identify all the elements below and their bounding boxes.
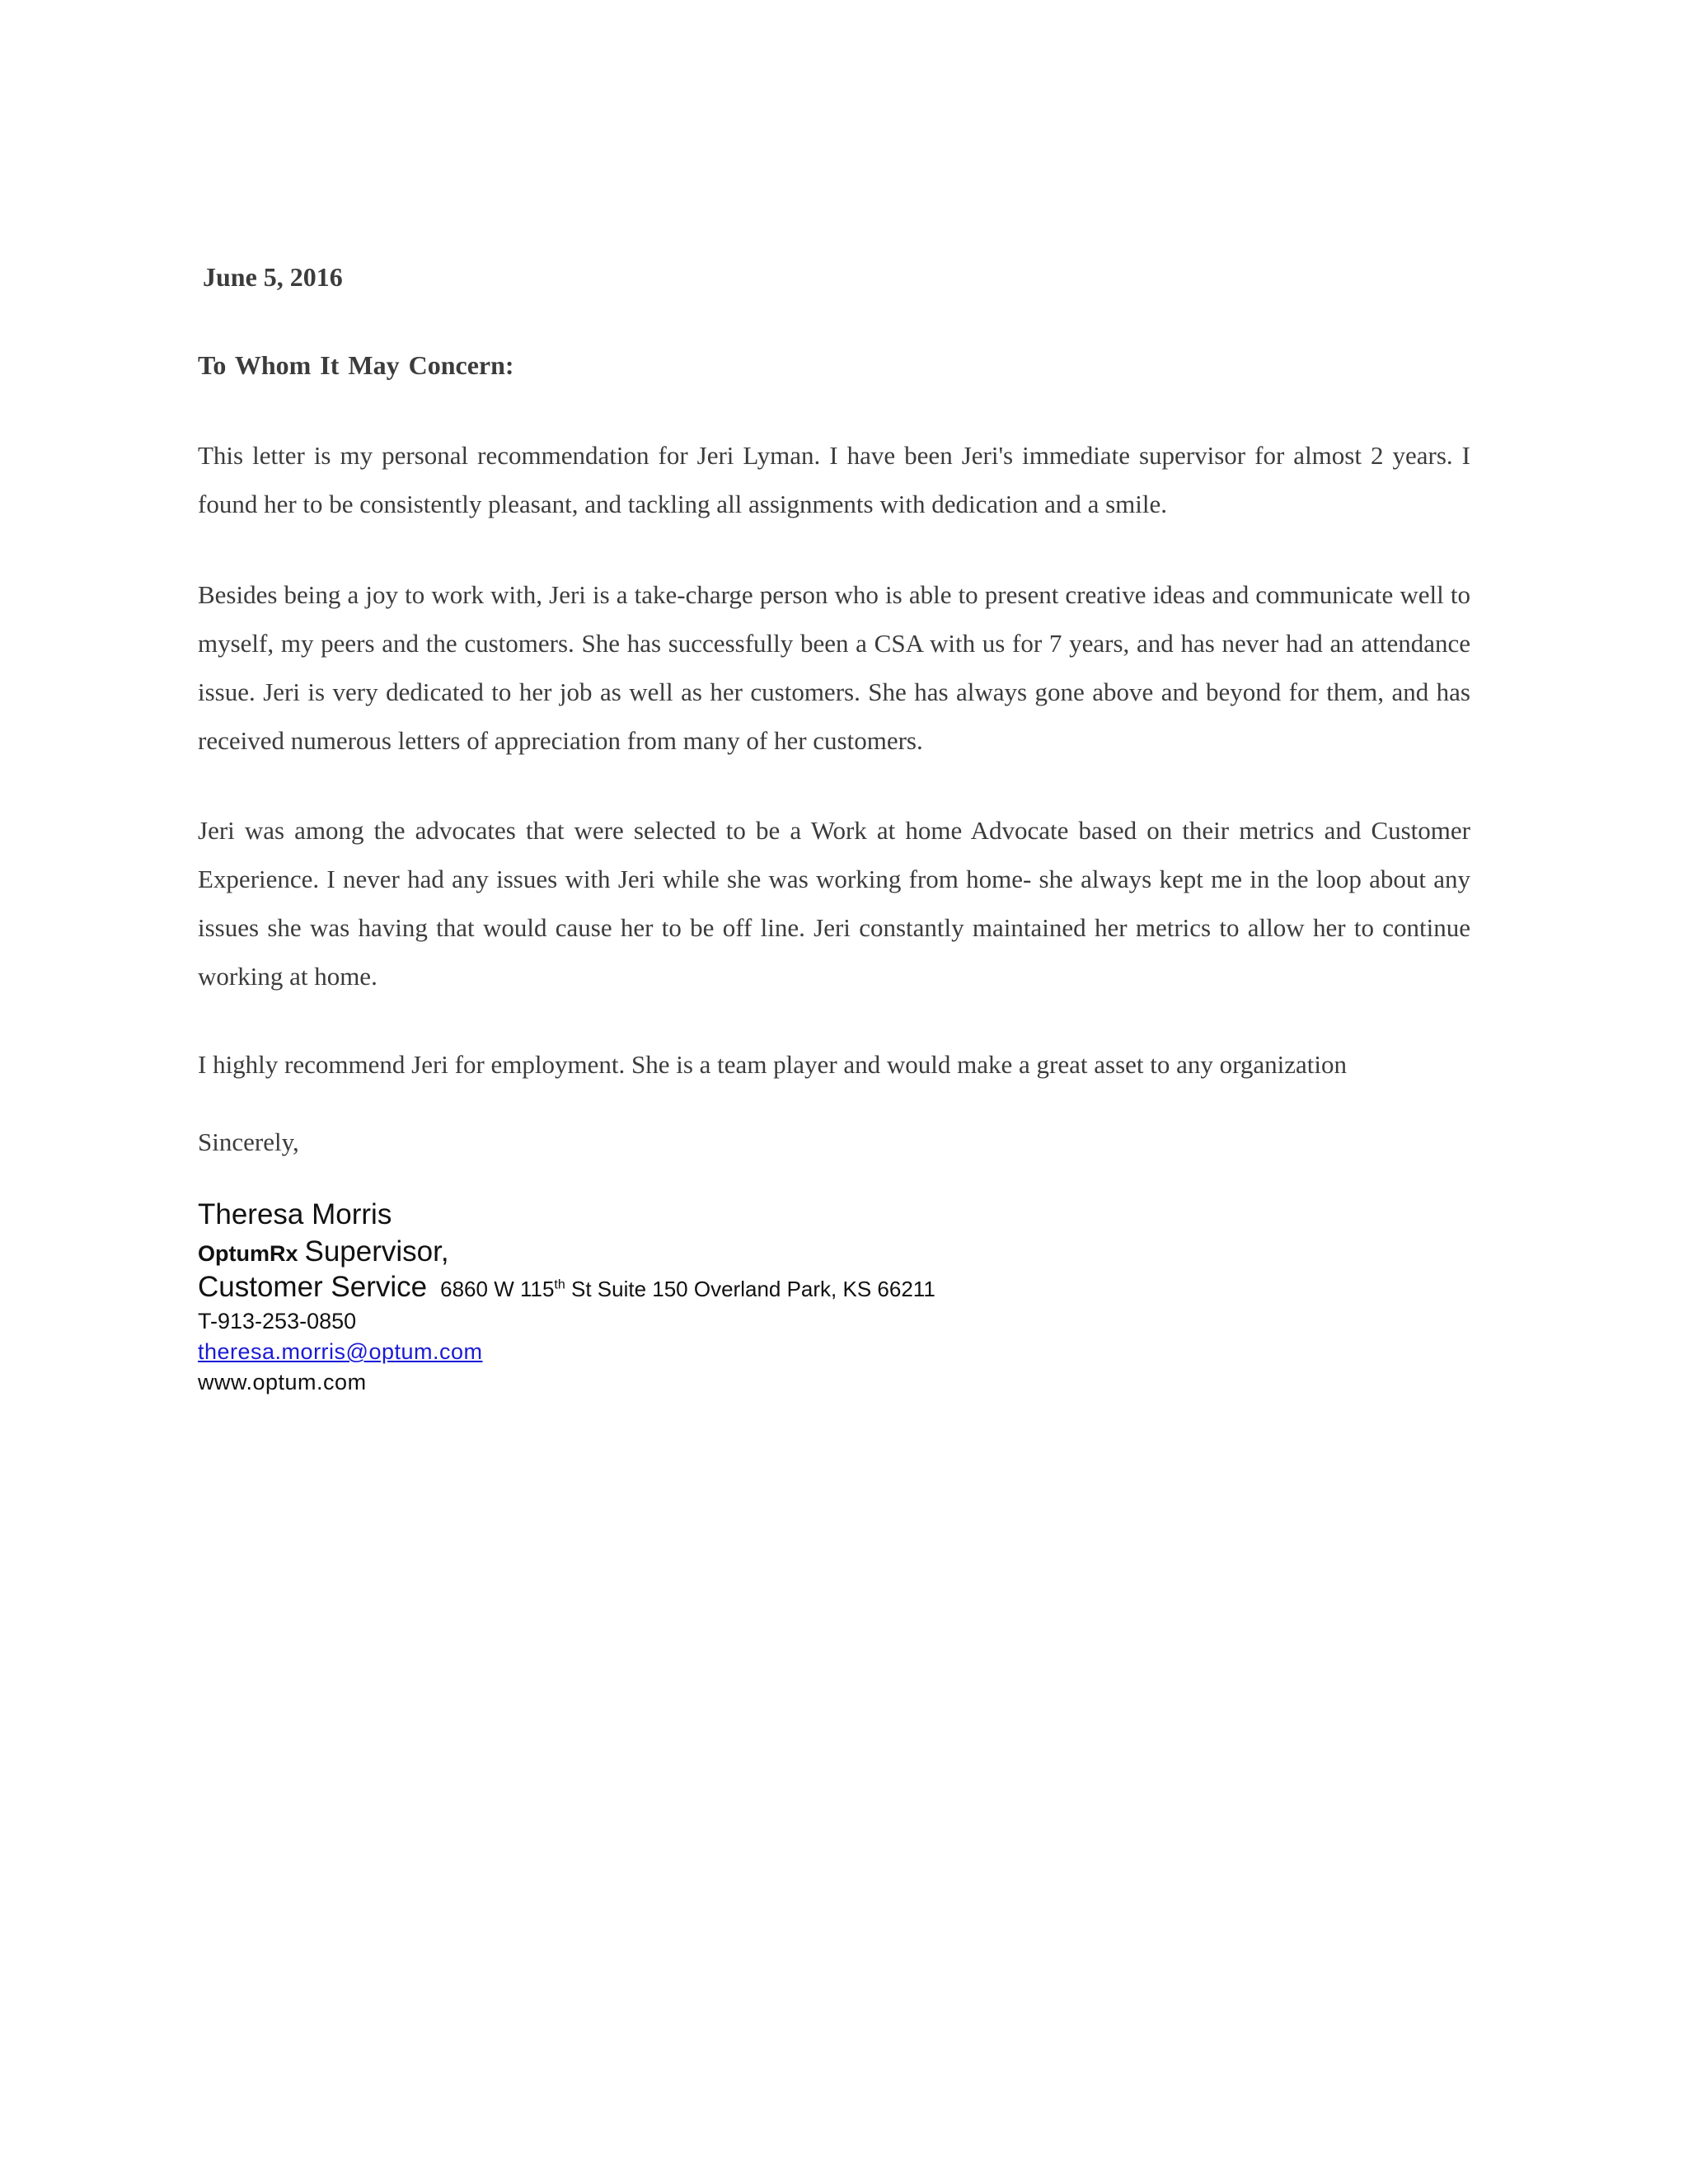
signature-department: Customer Service [198, 1271, 428, 1303]
signature-name: Theresa Morris [198, 1198, 392, 1230]
signature-address-prefix: 6860 W 115 [440, 1277, 555, 1301]
letter-salutation: To Whom It May Concern: [198, 350, 514, 380]
signature-address-sup: th [554, 1277, 565, 1292]
signature-address-suffix: St Suite 150 Overland Park, KS 66211 [565, 1277, 935, 1301]
signature-phone: T-913-253-0850 [198, 1309, 357, 1333]
letter-date: June 5, 2016 [203, 262, 343, 292]
signature-title-line [198, 1235, 449, 1268]
signature-email-link[interactable]: theresa.morris@optum.com [198, 1339, 483, 1364]
signature-company: OptumRx [198, 1241, 298, 1266]
paragraph-work-at-home: Jeri was among the advocates that were selected to be a Work at home Advocate based on their metrics and Customer Experience. I never had any issues with Jeri while she was working from home- she always kept me in the loop about any issues she was having that would cause her to be off line. Jeri constantly maintained her metrics to allow her to continue working at home. [198, 816, 1470, 991]
signature-title: Supervisor, [304, 1235, 449, 1268]
paragraph-final-recommendation: I highly recommend Jeri for employment. She is a team player and would make a great asset to any organization [198, 1050, 1348, 1079]
paragraph-recommendation: This letter is my personal recommendation for Jeri Lyman. I have been Jeri's immediate supervisor for almost 2 years. I found her to be consistently pleasant, and tackling all assignments with dedication and a smile. [198, 441, 1470, 518]
paragraph-work-qualities: Besides being a joy to work with, Jeri is a take-charge person who is able to present creative ideas and communicate well to myself, my peers and the customers. She has successfully been a CSA with us for 7 years, and has never had an attendance issue. Jeri is very dedicated to her job as well as her customers. She has always gone above and beyond for them, and has received numerous letters of appreciation from many of her customers. [198, 580, 1470, 755]
signature-department-line [198, 1271, 935, 1304]
signature-address [440, 1277, 935, 1301]
signature-website: www.optum.com [198, 1370, 367, 1394]
letter-closing: Sincerely, [198, 1127, 299, 1156]
